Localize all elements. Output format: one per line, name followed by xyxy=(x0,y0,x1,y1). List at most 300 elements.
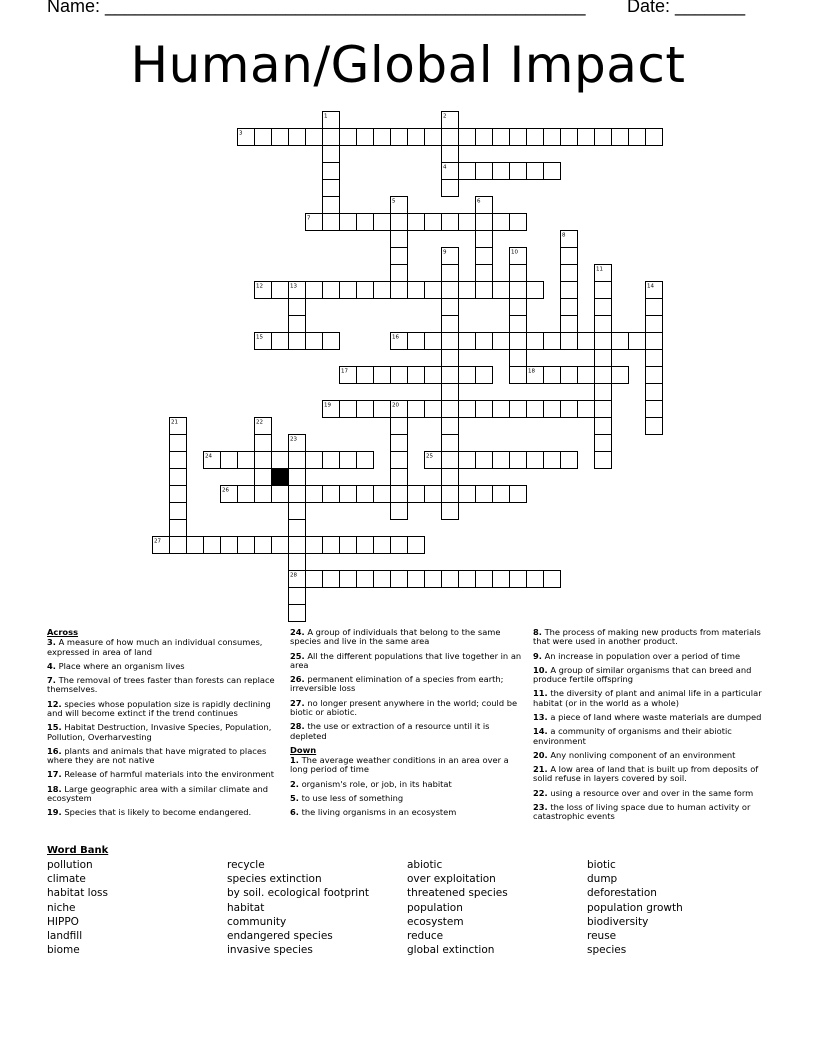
crossword-cell[interactable] xyxy=(408,537,425,554)
crossword-cell[interactable] xyxy=(340,401,357,418)
clue-across-19: 19. Species that is likely to become endangered. xyxy=(47,807,252,818)
clue-across-24: 24. A group of individuals that belong to the same species and live in the same area xyxy=(290,627,501,647)
crossword-cell[interactable] xyxy=(357,452,374,469)
crossword-cell[interactable] xyxy=(527,282,544,299)
clue-down-6: 6. the living organisms in an ecosystem xyxy=(290,807,457,818)
crossword-cell[interactable] xyxy=(578,129,595,146)
crossword-cell[interactable] xyxy=(544,129,561,146)
clue-down-2: 2. organism's role, or job, in its habitat xyxy=(290,778,452,789)
crossword-cell[interactable] xyxy=(561,333,578,350)
crossword-cell[interactable] xyxy=(595,316,612,333)
crossword-cell[interactable] xyxy=(272,452,289,469)
word-bank-item: population xyxy=(407,901,463,914)
crossword-cell[interactable] xyxy=(323,282,340,299)
crossword-cell[interactable] xyxy=(629,129,646,146)
crossword-cell[interactable] xyxy=(357,214,374,231)
crossword-cell[interactable] xyxy=(340,452,357,469)
crossword-cell[interactable] xyxy=(442,214,459,231)
crossword-cell[interactable] xyxy=(595,333,612,350)
clue-across-4: 4. Place where an organism lives xyxy=(47,660,185,671)
crossword-cell[interactable] xyxy=(323,333,340,350)
crossword-cell[interactable] xyxy=(289,503,306,520)
crossword-cell[interactable] xyxy=(442,384,459,401)
word-bank-item: community xyxy=(227,915,287,928)
crossword-cell[interactable] xyxy=(442,299,459,316)
crossword-cell[interactable] xyxy=(442,333,459,350)
crossword-cell[interactable] xyxy=(425,486,442,503)
clue-number-7: 7 xyxy=(307,215,311,222)
crossword-cell[interactable] xyxy=(272,486,289,503)
crossword-cell[interactable] xyxy=(527,333,544,350)
crossword-cell[interactable] xyxy=(442,129,459,146)
crossword-cell[interactable] xyxy=(476,129,493,146)
crossword-cell[interactable] xyxy=(408,129,425,146)
crossword-cell[interactable] xyxy=(391,282,408,299)
crossword-cell[interactable] xyxy=(595,299,612,316)
crossword-cell[interactable] xyxy=(323,180,340,197)
crossword-cell[interactable] xyxy=(374,214,391,231)
crossword-cell[interactable] xyxy=(170,469,187,486)
crossword-cell[interactable] xyxy=(425,571,442,588)
crossword-cell[interactable] xyxy=(323,452,340,469)
word-bank-item: niche xyxy=(47,901,76,914)
crossword-cell[interactable] xyxy=(544,571,561,588)
crossword-cell[interactable] xyxy=(442,180,459,197)
crossword-cell[interactable] xyxy=(646,418,663,435)
crossword-cell[interactable] xyxy=(476,248,493,265)
crossword-cell[interactable] xyxy=(578,367,595,384)
down-heading: Down xyxy=(290,744,317,755)
crossword-cell[interactable] xyxy=(510,282,527,299)
crossword-cell[interactable] xyxy=(544,333,561,350)
crossword-cell[interactable] xyxy=(476,367,493,384)
clue-across-27: 27. no longer present anywhere in the world; could be biotic or abiotic. xyxy=(290,697,518,717)
crossword-cell[interactable] xyxy=(476,401,493,418)
crossword-cell[interactable] xyxy=(255,129,272,146)
crossword-cell[interactable] xyxy=(476,571,493,588)
crossword-cell[interactable] xyxy=(289,605,306,622)
clue-across-25: 25. All the different populations that live together in an area xyxy=(290,650,522,670)
crossword-cell[interactable] xyxy=(323,163,340,180)
crossword-cell[interactable] xyxy=(306,537,323,554)
crossword-cell[interactable] xyxy=(459,333,476,350)
crossword-cell[interactable] xyxy=(561,248,578,265)
crossword-cell[interactable] xyxy=(391,231,408,248)
crossword-cell[interactable] xyxy=(289,537,306,554)
crossword-cell[interactable] xyxy=(340,282,357,299)
crossword-cell[interactable] xyxy=(595,129,612,146)
word-bank-item: pollution xyxy=(47,859,93,871)
crossword-cell[interactable] xyxy=(425,129,442,146)
crossword-cell[interactable] xyxy=(442,146,459,163)
word-bank-item: deforestation xyxy=(587,887,657,900)
crossword-cell[interactable] xyxy=(306,452,323,469)
word-bank-item: dump xyxy=(587,873,618,886)
clue-across-17: 17. Release of harmful materials into the environment xyxy=(47,769,275,780)
crossword-cell[interactable] xyxy=(493,214,510,231)
crossword-cell[interactable] xyxy=(306,129,323,146)
word-bank-item: biome xyxy=(47,944,80,957)
crossword-cell[interactable] xyxy=(289,452,306,469)
crossword-cell[interactable] xyxy=(578,401,595,418)
clue-across-12: 12. species whose population size is rapidly declining and will become extinct if the trend continues xyxy=(47,698,271,718)
crossword-cell[interactable] xyxy=(306,333,323,350)
crossword-cell[interactable] xyxy=(408,486,425,503)
crossword-cell[interactable] xyxy=(221,452,238,469)
word-bank-item: by soil. ecological footprint xyxy=(227,887,369,900)
crossword-cell[interactable] xyxy=(459,163,476,180)
crossword-cell[interactable] xyxy=(323,146,340,163)
crossword-cell[interactable] xyxy=(459,282,476,299)
crossword-cell[interactable] xyxy=(544,452,561,469)
crossword-cell[interactable] xyxy=(391,129,408,146)
crossword-cell[interactable] xyxy=(374,486,391,503)
crossword-cell[interactable] xyxy=(612,333,629,350)
crossword-cell[interactable] xyxy=(442,418,459,435)
crossword-cell[interactable] xyxy=(323,486,340,503)
crossword-cell[interactable] xyxy=(255,486,272,503)
crossword-cell[interactable] xyxy=(323,537,340,554)
crossword-cell[interactable] xyxy=(442,316,459,333)
crossword-cell[interactable] xyxy=(510,401,527,418)
crossword-cell[interactable] xyxy=(527,452,544,469)
crossword-cell[interactable] xyxy=(391,214,408,231)
word-bank-heading: Word Bank xyxy=(47,845,109,856)
crossword-cell[interactable] xyxy=(459,486,476,503)
crossword-cell[interactable] xyxy=(306,282,323,299)
crossword-cell[interactable] xyxy=(391,265,408,282)
crossword-cell[interactable] xyxy=(170,452,187,469)
crossword-cell[interactable] xyxy=(527,401,544,418)
crossword-cell[interactable] xyxy=(595,418,612,435)
clue-down-22: 22. using a resource over and over in the same form xyxy=(533,787,754,798)
crossword-cell[interactable] xyxy=(340,129,357,146)
crossword-cell[interactable] xyxy=(357,282,374,299)
crossword-cell[interactable] xyxy=(442,435,459,452)
crossword-cell[interactable] xyxy=(510,333,527,350)
crossword-cell[interactable] xyxy=(442,282,459,299)
crossword-cell[interactable] xyxy=(187,537,204,554)
crossword-cell[interactable] xyxy=(425,282,442,299)
crossword-cell[interactable] xyxy=(357,367,374,384)
word-bank-column-4 xyxy=(587,858,683,957)
crossword-cell[interactable] xyxy=(646,401,663,418)
clue-column-2 xyxy=(290,628,522,823)
crossword-cell[interactable] xyxy=(374,129,391,146)
crossword-cell[interactable] xyxy=(544,163,561,180)
crossword-cell[interactable] xyxy=(255,452,272,469)
word-bank-item: endangered species xyxy=(227,930,333,943)
crossword-cell[interactable] xyxy=(442,503,459,520)
crossword-cell[interactable] xyxy=(391,469,408,486)
name-line[interactable]: Name: ________________________________________________ xyxy=(47,0,586,16)
crossword-cell[interactable] xyxy=(595,401,612,418)
crossword-cell[interactable] xyxy=(612,367,629,384)
crossword-cell[interactable] xyxy=(646,333,663,350)
crossword-cell[interactable] xyxy=(391,452,408,469)
crossword-cell[interactable] xyxy=(391,248,408,265)
crossword-cell[interactable] xyxy=(289,588,306,605)
crossword-cell[interactable] xyxy=(544,367,561,384)
crossword-cell[interactable] xyxy=(357,537,374,554)
word-bank-item: biotic xyxy=(587,859,616,871)
page-title: Human/Global Impact xyxy=(130,36,686,94)
crossword-cell[interactable] xyxy=(425,214,442,231)
crossword-cell[interactable] xyxy=(357,401,374,418)
crossword-cell[interactable] xyxy=(408,282,425,299)
crossword-cell[interactable] xyxy=(476,486,493,503)
crossword-cell[interactable] xyxy=(459,214,476,231)
crossword-cell[interactable] xyxy=(425,401,442,418)
crossword-cell[interactable] xyxy=(442,401,459,418)
crossword-black-cell xyxy=(271,468,288,485)
crossword-cell[interactable] xyxy=(374,571,391,588)
crossword-cell[interactable] xyxy=(357,571,374,588)
crossword-cell[interactable] xyxy=(306,571,323,588)
clue-number-4: 4 xyxy=(443,164,447,171)
crossword-cell[interactable] xyxy=(612,129,629,146)
crossword-cell[interactable] xyxy=(493,401,510,418)
crossword-cell[interactable] xyxy=(272,537,289,554)
clue-across-7: 7. The removal of trees faster than forests can replace themselves. xyxy=(47,675,275,695)
crossword-cell[interactable] xyxy=(561,452,578,469)
crossword-cell[interactable] xyxy=(476,214,493,231)
crossword-cell[interactable] xyxy=(561,129,578,146)
word-bank-item: population growth xyxy=(587,901,683,914)
crossword-cell[interactable] xyxy=(646,129,663,146)
crossword-cell[interactable] xyxy=(510,214,527,231)
clue-number-21: 21 xyxy=(171,419,178,426)
crossword-cell[interactable] xyxy=(493,486,510,503)
crossword-cell[interactable] xyxy=(629,333,646,350)
word-bank-item: invasive species xyxy=(227,944,313,957)
crossword-cell[interactable] xyxy=(289,469,306,486)
crossword-cell[interactable] xyxy=(561,316,578,333)
date-line[interactable]: Date: _______ xyxy=(627,0,746,16)
crossword-cell[interactable] xyxy=(476,333,493,350)
word-bank-column-2 xyxy=(227,858,369,957)
crossword-cell[interactable] xyxy=(442,367,459,384)
crossword-cell[interactable] xyxy=(255,537,272,554)
crossword-cell[interactable] xyxy=(476,452,493,469)
clue-column-3 xyxy=(533,628,765,827)
word-bank-item: ecosystem xyxy=(407,915,464,928)
crossword-cell[interactable] xyxy=(391,486,408,503)
crossword-cell[interactable] xyxy=(646,299,663,316)
clue-number-10: 10 xyxy=(511,249,518,256)
clue-number-24: 24 xyxy=(205,453,212,460)
crossword-cell[interactable] xyxy=(391,367,408,384)
crossword-cell[interactable] xyxy=(306,486,323,503)
crossword-cell[interactable] xyxy=(459,367,476,384)
crossword-cell[interactable] xyxy=(493,163,510,180)
crossword-cell[interactable] xyxy=(391,418,408,435)
crossword-cell[interactable] xyxy=(374,282,391,299)
crossword-cell[interactable] xyxy=(170,435,187,452)
crossword-cell[interactable] xyxy=(493,571,510,588)
crossword-cell[interactable] xyxy=(561,367,578,384)
word-bank-item: habitat loss xyxy=(47,887,108,900)
clue-number-2: 2 xyxy=(443,113,447,120)
crossword-cell[interactable] xyxy=(272,129,289,146)
crossword-cell[interactable] xyxy=(357,486,374,503)
crossword-cell[interactable] xyxy=(391,537,408,554)
crossword-cell[interactable] xyxy=(561,299,578,316)
crossword-cell[interactable] xyxy=(544,401,561,418)
crossword-cell[interactable] xyxy=(170,520,187,537)
crossword-cell[interactable] xyxy=(595,384,612,401)
clue-down-1: 1. The average weather conditions in an area over a long period of time xyxy=(290,755,509,775)
crossword-cell[interactable] xyxy=(340,214,357,231)
clue-number-13: 13 xyxy=(290,283,297,290)
crossword-cell[interactable] xyxy=(578,333,595,350)
crossword-cell[interactable] xyxy=(527,129,544,146)
crossword-cell[interactable] xyxy=(391,503,408,520)
clue-down-11: 11. the diversity of plant and animal life in a particular habitat (or in the world as a whole) xyxy=(533,688,762,708)
crossword-cell[interactable] xyxy=(646,350,663,367)
word-bank-item: climate xyxy=(47,873,86,886)
crossword-cell[interactable] xyxy=(289,129,306,146)
crossword-cell[interactable] xyxy=(476,231,493,248)
crossword-cell[interactable] xyxy=(510,452,527,469)
clue-number-20: 20 xyxy=(392,402,399,409)
clue-down-10: 10. A group of similar organisms that can breed and produce fertile offspring xyxy=(533,664,752,685)
word-bank-item: habitat xyxy=(227,901,265,914)
crossword-cell[interactable] xyxy=(510,350,527,367)
crossword-cell[interactable] xyxy=(646,384,663,401)
crossword-cell[interactable] xyxy=(374,367,391,384)
crossword-cell[interactable] xyxy=(510,265,527,282)
clue-column-1 xyxy=(47,628,277,823)
crossword-cell[interactable] xyxy=(238,486,255,503)
word-bank-column-3 xyxy=(407,858,508,957)
crossword-cell[interactable] xyxy=(204,537,221,554)
word-bank-item: landfill xyxy=(47,930,83,943)
crossword-cell[interactable] xyxy=(510,316,527,333)
crossword-cell[interactable] xyxy=(170,486,187,503)
crossword-cell[interactable] xyxy=(408,571,425,588)
crossword-cell[interactable] xyxy=(289,333,306,350)
crossword-cell[interactable] xyxy=(595,452,612,469)
crossword-cell[interactable] xyxy=(289,316,306,333)
crossword-cell[interactable] xyxy=(442,571,459,588)
crossword-cell[interactable] xyxy=(289,554,306,571)
clue-across-26: 26. permanent elimination of a species from earth; irreversible loss xyxy=(290,674,504,694)
crossword-cell[interactable] xyxy=(459,401,476,418)
crossword-cell[interactable] xyxy=(374,401,391,418)
crossword-cell[interactable] xyxy=(561,401,578,418)
crossword-cell[interactable] xyxy=(476,163,493,180)
crossword-cell[interactable] xyxy=(340,486,357,503)
crossword-cell[interactable] xyxy=(442,469,459,486)
crossword-cell[interactable] xyxy=(323,197,340,214)
crossword-cell[interactable] xyxy=(442,265,459,282)
crossword-cell[interactable] xyxy=(510,486,527,503)
clue-down-21: 21. A low area of land that is built up from deposits of solid refuse in layers covered by soil. xyxy=(533,764,759,784)
crossword-cell[interactable] xyxy=(527,571,544,588)
crossword-cell[interactable] xyxy=(238,452,255,469)
word-bank-item: abiotic xyxy=(407,859,443,871)
clue-across-16: 16. plants and animals that have migrated to places where they are not native xyxy=(47,745,267,766)
crossword-cell[interactable] xyxy=(476,265,493,282)
crossword-cell[interactable] xyxy=(289,520,306,537)
word-bank-item: species extinction xyxy=(227,873,322,886)
crossword-cell[interactable] xyxy=(357,129,374,146)
crossword-cell[interactable] xyxy=(510,163,527,180)
crossword-cell[interactable] xyxy=(510,367,527,384)
crossword-cell[interactable] xyxy=(646,367,663,384)
crossword-cell[interactable] xyxy=(374,537,391,554)
crossword-cell[interactable] xyxy=(493,282,510,299)
crossword-cell[interactable] xyxy=(340,537,357,554)
crossword-cell[interactable] xyxy=(561,282,578,299)
crossword-cell[interactable] xyxy=(510,129,527,146)
word-bank-item: HIPPO xyxy=(47,915,79,928)
crossword-cell[interactable] xyxy=(272,282,289,299)
crossword-cell[interactable] xyxy=(289,299,306,316)
crossword-cell[interactable] xyxy=(442,486,459,503)
clue-number-9: 9 xyxy=(443,249,447,256)
crossword-cell[interactable] xyxy=(170,537,187,554)
crossword-cell[interactable] xyxy=(408,401,425,418)
crossword-cell[interactable] xyxy=(408,333,425,350)
crossword-cell[interactable] xyxy=(595,282,612,299)
crossword-cell[interactable] xyxy=(595,350,612,367)
crossword-cell[interactable] xyxy=(527,163,544,180)
crossword-cell[interactable] xyxy=(408,214,425,231)
clue-across-3: 3. A measure of how much an individual consumes, expressed in area of land xyxy=(47,637,263,657)
crossword-cell[interactable] xyxy=(493,452,510,469)
crossword-cell[interactable] xyxy=(510,571,527,588)
crossword-cell[interactable] xyxy=(459,452,476,469)
crossword-cell[interactable] xyxy=(272,333,289,350)
crossword-cell[interactable] xyxy=(459,129,476,146)
crossword-cell[interactable] xyxy=(493,333,510,350)
crossword-cell[interactable] xyxy=(238,537,255,554)
crossword-cell[interactable] xyxy=(255,469,272,486)
crossword-cell[interactable] xyxy=(476,282,493,299)
clue-number-25: 25 xyxy=(426,453,433,460)
crossword-cell[interactable] xyxy=(323,214,340,231)
crossword-cell[interactable] xyxy=(408,367,425,384)
crossword-cell[interactable] xyxy=(170,503,187,520)
crossword-cell[interactable] xyxy=(510,299,527,316)
crossword-cell[interactable] xyxy=(323,129,340,146)
crossword-cell[interactable] xyxy=(595,367,612,384)
crossword-cell[interactable] xyxy=(391,435,408,452)
crossword-cell[interactable] xyxy=(289,486,306,503)
crossword-cell[interactable] xyxy=(459,571,476,588)
crossword-cell[interactable] xyxy=(646,316,663,333)
crossword-cell[interactable] xyxy=(255,435,272,452)
crossword-cell[interactable] xyxy=(561,265,578,282)
clue-number-22: 22 xyxy=(256,419,263,426)
crossword-cell[interactable] xyxy=(323,571,340,588)
word-bank-item: species xyxy=(587,944,627,957)
word-bank-item: biodiversity xyxy=(587,915,649,928)
crossword-cell[interactable] xyxy=(595,435,612,452)
crossword-cell[interactable] xyxy=(442,452,459,469)
crossword-cell[interactable] xyxy=(221,537,238,554)
crossword-cell[interactable] xyxy=(425,367,442,384)
clue-number-14: 14 xyxy=(647,283,654,290)
crossword-cell[interactable] xyxy=(340,571,357,588)
crossword-cell[interactable] xyxy=(425,333,442,350)
crossword-cell[interactable] xyxy=(442,350,459,367)
crossword-cell[interactable] xyxy=(493,129,510,146)
clue-down-9: 9. An increase in population over a period of time xyxy=(533,650,741,661)
crossword-cell[interactable] xyxy=(391,571,408,588)
